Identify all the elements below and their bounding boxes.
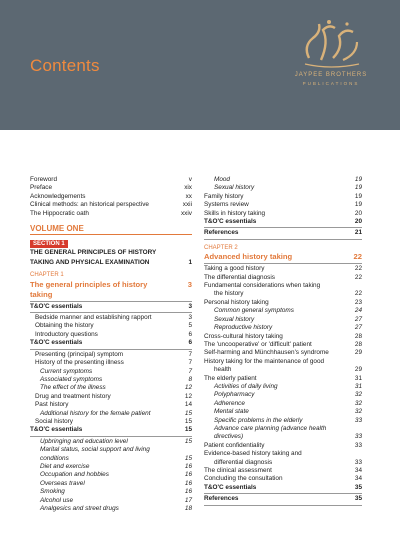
toc-entry-page: 12 <box>184 392 192 400</box>
toc-entry-page: 19 <box>354 201 362 209</box>
toc-entry-title[interactable]: Patient confidentiality <box>204 441 265 449</box>
entry-rule <box>204 227 362 228</box>
toc-entry-page: xxii <box>182 201 192 209</box>
chapter-label: CHAPTER 1 <box>30 272 64 279</box>
chapter-rule <box>30 301 192 302</box>
section-page: 1 <box>188 258 192 266</box>
toc-entry-page: 33 <box>354 433 362 441</box>
toc-entry-page: 24 <box>354 307 362 315</box>
toc-entry[interactable] <box>30 303 192 311</box>
toc-entry[interactable] <box>204 201 362 209</box>
toc-entry-title[interactable]: T&O'C essentials <box>30 302 83 310</box>
toc-entry[interactable] <box>204 349 362 357</box>
toc-entry-title[interactable]: Advance care planning (advance health <box>214 424 327 432</box>
toc-entry-title[interactable]: The elderly patient <box>204 374 257 382</box>
toc-entry-page: 22 <box>354 265 362 273</box>
toc-entry-page: 12 <box>184 384 192 392</box>
logo-text-line1: JAYPEE BROTHERS <box>294 72 368 78</box>
toc-entry-page: 22 <box>354 290 362 298</box>
toc-entry-title[interactable]: T&O'C essentials <box>30 339 83 347</box>
toc-entry-page: 32 <box>354 408 362 416</box>
toc-entry-title[interactable]: Current symptoms <box>40 367 93 375</box>
toc-entry[interactable] <box>30 359 192 367</box>
toc-entry[interactable] <box>30 497 192 505</box>
toc-entry[interactable] <box>204 324 362 332</box>
toc-entry-page: 17 <box>184 496 192 504</box>
toc-entry-page: 15 <box>184 417 192 425</box>
toc-entry[interactable] <box>204 299 362 307</box>
toc-entry-page: 34 <box>354 475 362 483</box>
toc-entry-title[interactable]: Drug and treatment history <box>35 392 111 400</box>
toc-entry-title[interactable]: The effect of the illness <box>40 384 106 392</box>
toc-entry[interactable] <box>30 201 192 209</box>
toc-entry-title[interactable]: Social history <box>35 417 74 425</box>
toc-entry[interactable] <box>204 442 362 450</box>
chapter-page: 22 <box>353 252 362 262</box>
toc-entry[interactable] <box>204 408 362 416</box>
toc-entry-title[interactable]: Diet and exercise <box>40 462 90 470</box>
toc-entry[interactable] <box>30 426 192 434</box>
toc-entry-title[interactable]: Preface <box>30 184 53 192</box>
chapter-title-row[interactable] <box>204 252 362 262</box>
toc-entry-page: 16 <box>184 462 192 470</box>
toc-entry-title[interactable]: The differential diagnosis <box>204 273 275 281</box>
toc-entry[interactable] <box>204 290 362 298</box>
toc-entry-page: v <box>188 176 192 183</box>
toc-entry-page: 16 <box>184 488 192 496</box>
toc-entry-title[interactable]: Marital status, social support and living <box>40 446 150 454</box>
toc-entry[interactable] <box>204 425 362 433</box>
toc-entry[interactable] <box>204 265 362 273</box>
toc-entry-title[interactable]: differential diagnosis <box>214 458 273 466</box>
toc-entry-page: 16 <box>184 471 192 479</box>
toc-entry-title[interactable]: Alcohol use <box>40 496 74 504</box>
entry-rule <box>204 239 362 240</box>
toc-entry-page: xix <box>184 184 192 192</box>
toc-entry-page: 27 <box>354 315 362 323</box>
toc-entry-page: 6 <box>188 339 192 347</box>
toc-entry-page: 22 <box>354 273 362 281</box>
toc-entry-title[interactable]: Reproductive history <box>214 324 273 332</box>
toc-entry[interactable] <box>204 218 362 226</box>
toc-entry[interactable] <box>30 401 192 409</box>
toc-entry[interactable] <box>30 505 192 513</box>
page-title: Contents <box>30 56 100 75</box>
toc-entry-page: 33 <box>354 458 362 466</box>
toc-entry-title[interactable]: Analgesics and street drugs <box>40 505 119 512</box>
toc-entry[interactable] <box>204 210 362 218</box>
toc-entry-title[interactable]: Common general symptoms <box>214 307 294 315</box>
toc-entry-page: xxiv <box>180 209 192 217</box>
toc-entry-title[interactable]: Smoking <box>40 488 65 496</box>
toc-entry-title[interactable]: the history <box>214 290 244 298</box>
publisher-logo <box>285 18 377 96</box>
toc-entry-title[interactable]: Adherence <box>214 399 245 407</box>
toc-entry[interactable] <box>204 400 362 408</box>
toc-entry[interactable] <box>30 322 192 330</box>
toc-entry[interactable] <box>30 331 192 339</box>
toc-entry[interactable] <box>30 410 192 418</box>
toc-entry-page: 7 <box>188 350 192 358</box>
toc-entry-page: 3 <box>188 314 192 322</box>
toc-entry[interactable] <box>30 193 192 201</box>
toc-entry-title[interactable]: Polypharmacy <box>214 391 255 399</box>
toc-entry-page: 15 <box>184 454 192 462</box>
toc-entry[interactable] <box>204 383 362 391</box>
toc-entry-title[interactable]: Introductory questions <box>35 330 98 338</box>
chapter-2-entries <box>204 265 362 505</box>
toc-entry[interactable] <box>30 418 192 426</box>
toc-entry[interactable] <box>30 471 192 479</box>
volume-heading: VOLUME ONE <box>30 224 84 234</box>
toc-entry-title[interactable]: Specific problems in the elderly <box>214 416 303 424</box>
chapter-page: 3 <box>187 279 192 289</box>
toc-entry-title[interactable]: Acknowledgements <box>30 192 86 200</box>
toc-entry-title[interactable]: Systems review <box>204 201 249 209</box>
toc-entry-title[interactable]: Clinical methods: an historical perspective <box>30 201 149 209</box>
toc-entry-page: 33 <box>354 441 362 449</box>
toc-entry[interactable] <box>30 368 192 376</box>
toc-entry-title[interactable]: The Hippocratic oath <box>30 209 89 217</box>
toc-entry-title[interactable]: Mental state <box>214 408 249 416</box>
entry-rule <box>30 436 192 437</box>
entry-rule <box>204 493 362 494</box>
toc-entry[interactable] <box>204 341 362 349</box>
section-title-line1: THE GENERAL PRINCIPLES OF HISTORY <box>30 249 157 257</box>
toc-entry[interactable] <box>204 459 362 467</box>
toc-entry[interactable] <box>30 463 192 471</box>
section-label: SECTION 1 <box>30 240 68 248</box>
toc-entry-page: 19 <box>354 192 362 200</box>
toc-entry-title[interactable]: Fundamental considerations when taking <box>204 282 321 290</box>
toc-entry[interactable] <box>30 339 192 347</box>
volume-rule <box>30 234 192 235</box>
chapter-1-entries <box>30 303 192 514</box>
toc-entry-title[interactable]: Overseas travel <box>40 479 85 487</box>
toc-entry-page: 15 <box>184 426 192 434</box>
toc-entry[interactable] <box>30 176 192 184</box>
chapter-title[interactable]: Advanced history taking <box>204 252 293 262</box>
chapter-label: CHAPTER 2 <box>204 244 238 251</box>
toc-entry[interactable] <box>204 282 362 290</box>
toc-entry-page: 8 <box>188 375 192 383</box>
toc-entry-title[interactable]: Upbringing and education level <box>40 437 128 445</box>
toc-entry[interactable] <box>30 393 192 401</box>
toc-entry-page: 28 <box>354 340 362 348</box>
toc-entry[interactable] <box>204 176 362 184</box>
toc-entry-page: 19 <box>354 176 362 183</box>
toc-entry-page: 31 <box>354 382 362 390</box>
toc-entry-page: 29 <box>354 366 362 374</box>
toc-entry-page: 28 <box>354 332 362 340</box>
toc-entry[interactable] <box>30 376 192 384</box>
toc-entry[interactable] <box>30 488 192 496</box>
toc-entry[interactable] <box>204 333 362 341</box>
toc-entry-title[interactable]: Presenting (principal) symptom <box>35 350 124 358</box>
toc-entry-title[interactable]: T&O'C essentials <box>204 218 257 226</box>
toc-entry[interactable] <box>204 475 362 483</box>
toc-entry-title[interactable]: Associated symptoms <box>40 375 103 383</box>
toc-entry[interactable] <box>30 210 192 218</box>
logo-text-line2: PUBLICATIONS <box>302 81 360 86</box>
toc-entry-title[interactable]: Skills in history taking <box>204 209 266 217</box>
toc-entry-title[interactable]: Family history <box>204 192 244 200</box>
toc-entry-title[interactable]: Bedside manner and establishing rapport <box>35 314 152 322</box>
section-title-row <box>30 259 192 267</box>
toc-entry[interactable] <box>30 314 192 322</box>
toc-entry-page: 7 <box>188 359 192 367</box>
chapter-title[interactable]: The general principles of history taking <box>30 279 148 299</box>
chapter-1-continued-entries <box>204 176 362 240</box>
toc-entry-page: 20 <box>354 209 362 217</box>
toc-entry-page: 15 <box>184 437 192 445</box>
toc-entry-title[interactable]: Evidence-based history taking and <box>204 450 302 458</box>
toc-entry-title[interactable]: health <box>214 366 232 374</box>
toc-right-column <box>204 176 362 507</box>
toc-entry-title[interactable]: conditions <box>40 454 69 462</box>
toc-entry-page: 20 <box>354 218 362 226</box>
toc-entry-title[interactable]: directives) <box>214 433 244 441</box>
toc-entry-title[interactable]: References <box>204 229 239 237</box>
toc-entry-title[interactable]: Sexual history <box>214 315 255 323</box>
toc-left-column <box>30 176 192 513</box>
toc-entry-page: 6 <box>188 330 192 338</box>
toc-entry-title[interactable]: Cross-cultural history taking <box>204 332 283 340</box>
toc-entry-page: 3 <box>188 302 192 310</box>
toc-entry[interactable] <box>204 184 362 192</box>
toc-entry[interactable] <box>204 358 362 366</box>
toc-entry-page: 23 <box>354 298 362 306</box>
toc-entry[interactable] <box>204 391 362 399</box>
toc-entry-page: 32 <box>354 399 362 407</box>
toc-entry-title[interactable]: History of the presenting illness <box>35 359 124 367</box>
toc-entry-title[interactable]: The 'uncooperative' or 'difficult' patient <box>204 340 312 348</box>
toc-entry-page: 31 <box>354 374 362 382</box>
toc-entry[interactable] <box>204 417 362 425</box>
toc-entry-page: 21 <box>354 229 362 237</box>
toc-entry-title[interactable]: Occupation and hobbies <box>40 471 109 479</box>
toc-entry[interactable] <box>204 484 362 492</box>
toc-entry-title[interactable]: The clinical assessment <box>204 467 272 474</box>
toc-entry-title[interactable]: Additional history for the female patient <box>40 409 151 417</box>
toc-entry-title[interactable]: History taking for the maintenance of good <box>204 357 325 365</box>
toc-entry[interactable] <box>204 366 362 374</box>
toc-entry-page: xx <box>185 192 192 200</box>
toc-entry-page: 16 <box>184 479 192 487</box>
toc-entry-title[interactable]: T&O'C essentials <box>30 426 83 434</box>
toc-entry[interactable] <box>204 316 362 324</box>
toc-entry[interactable] <box>30 351 192 359</box>
toc-entry-title[interactable]: T&O'C essentials <box>204 483 257 491</box>
toc-entry-title[interactable]: Sexual history <box>214 184 255 192</box>
front-matter-list <box>30 176 192 218</box>
toc-entry-page: 35 <box>354 483 362 491</box>
toc-entry-title[interactable]: Self-harming and Münchhausen's syndrome <box>204 349 329 357</box>
toc-entry-page: 27 <box>354 324 362 332</box>
toc-entry[interactable] <box>204 193 362 201</box>
toc-entry[interactable] <box>30 480 192 488</box>
toc-entry-page: 35 <box>354 495 362 503</box>
header-banner <box>0 0 400 130</box>
chapter-title-row[interactable] <box>30 280 192 300</box>
toc-entry-page: 14 <box>184 401 192 409</box>
toc-entry-title[interactable]: Activities of daily living <box>214 382 278 390</box>
section-title-line2: TAKING AND PHYSICAL EXAMINATION <box>30 258 150 266</box>
toc-entry[interactable] <box>204 467 362 475</box>
toc-entry-title[interactable]: Foreword <box>30 176 57 183</box>
toc-entry-title[interactable]: Mood <box>214 176 230 183</box>
entry-rule <box>204 505 362 506</box>
toc-entry[interactable] <box>204 375 362 383</box>
toc-entry[interactable] <box>30 446 192 454</box>
toc-entry-page: 29 <box>354 349 362 357</box>
toc-entry[interactable] <box>30 438 192 446</box>
toc-entry-title[interactable]: Personal history taking <box>204 298 269 306</box>
toc-entry-page: 15 <box>184 409 192 417</box>
toc-entry-page: 7 <box>188 367 192 375</box>
toc-entry-page: 18 <box>184 505 192 512</box>
toc-entry-title[interactable]: References <box>204 495 239 503</box>
toc-entry[interactable] <box>30 455 192 463</box>
toc-entry-page: 33 <box>354 416 362 424</box>
toc-entry[interactable] <box>204 229 362 237</box>
toc-entry[interactable] <box>30 384 192 392</box>
toc-entry[interactable] <box>30 184 192 192</box>
entry-rule <box>30 349 192 350</box>
logo-emblem-icon <box>299 18 363 70</box>
toc-entry-page: 34 <box>354 467 362 474</box>
toc-entry-page: 32 <box>354 391 362 399</box>
toc-entry[interactable] <box>204 495 362 503</box>
toc-entry-title[interactable]: Past history <box>35 401 69 409</box>
chapter-rule <box>204 263 362 264</box>
toc-entry-title[interactable]: Concluding the consultation <box>204 475 283 483</box>
toc-entry[interactable] <box>204 274 362 282</box>
toc-entry-title[interactable]: Taking a good history <box>204 265 265 273</box>
toc-entry[interactable] <box>204 450 362 458</box>
toc-entry[interactable] <box>204 307 362 315</box>
toc-entry-page: 5 <box>188 322 192 330</box>
entry-rule <box>30 312 192 313</box>
toc-entry-page: 19 <box>354 184 362 192</box>
toc-entry[interactable] <box>204 433 362 441</box>
toc-entry-title[interactable]: Obtaining the history <box>35 322 94 330</box>
